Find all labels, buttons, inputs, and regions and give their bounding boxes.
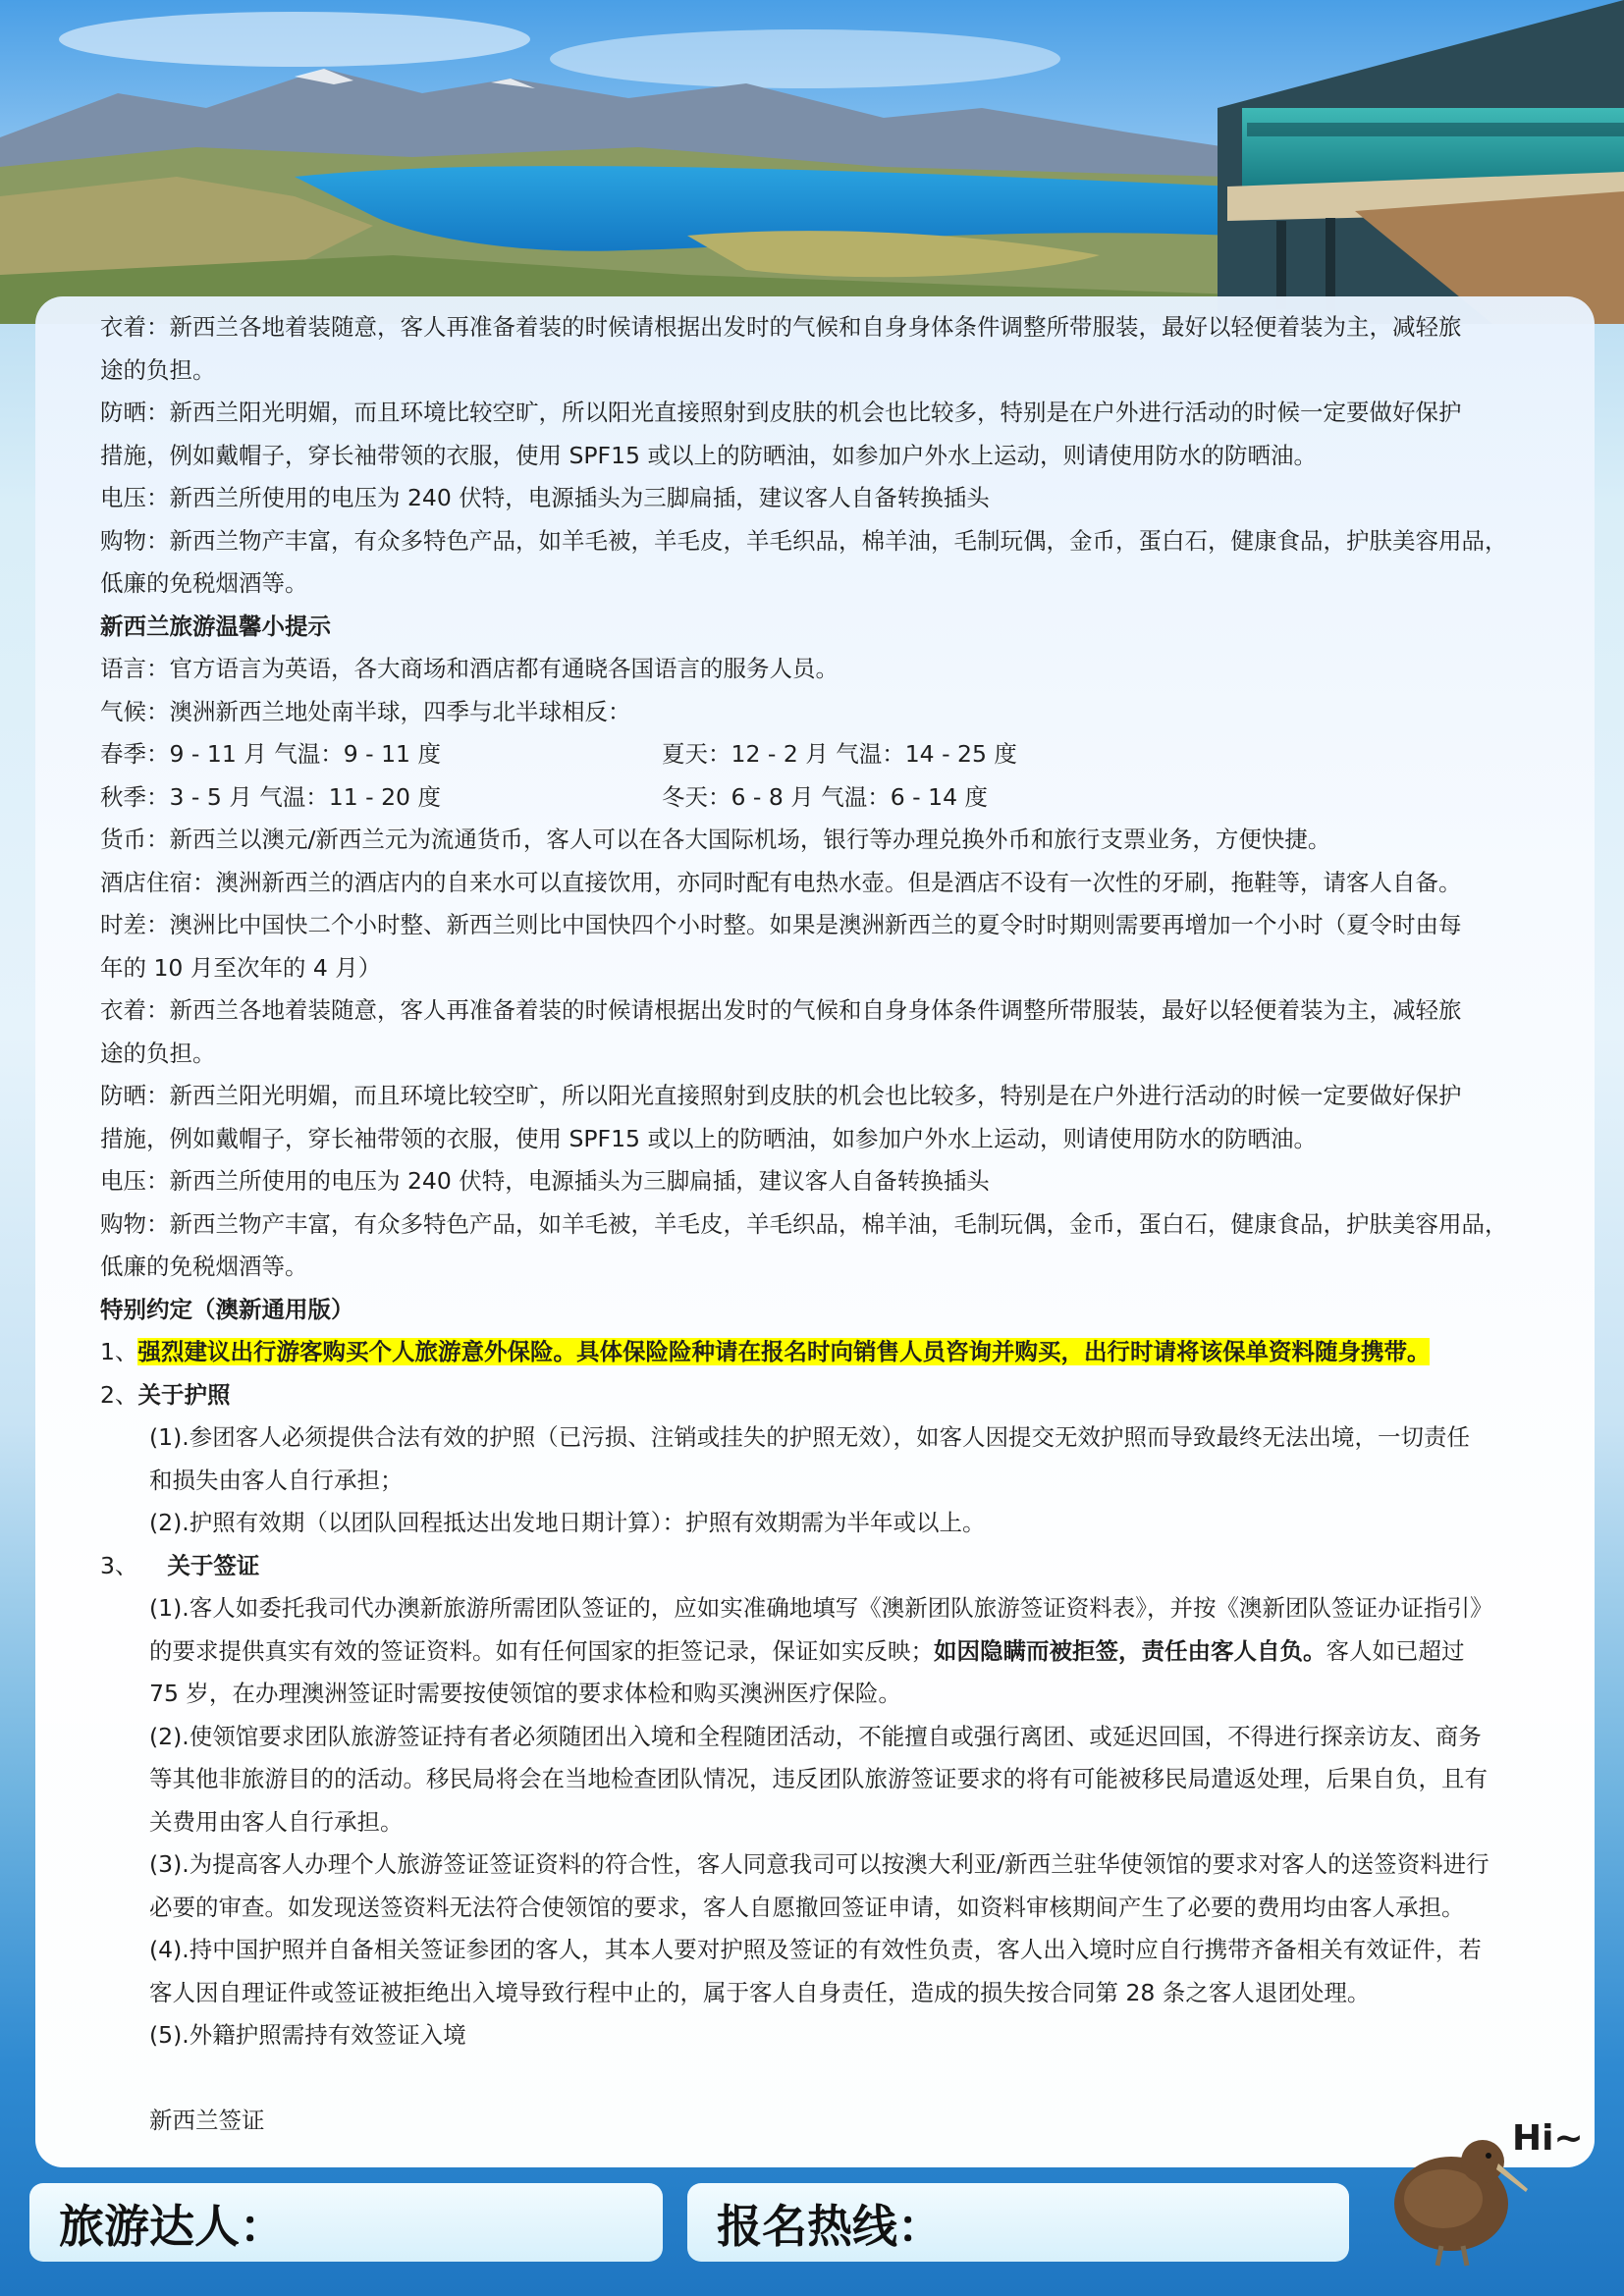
shopping-line-2b: 低廉的免税烟酒等。 [100,1253,308,1280]
item-3-title: 关于签证 [167,1551,260,1579]
timezone-line-1: 时差：澳洲比中国快二个小时整、新西兰则比中国快四个小时整。如果是澳洲新西兰的夏令时时期则需要再增加一个小时（夏令时由每 [100,911,1462,938]
hotel-line: 酒店住宿：澳洲新西兰的酒店内的自来水可以直接饮用，亦同时配有电热水壶。但是酒店不设有一次性的牙刷，拖鞋等，请客人自备。 [100,868,1462,896]
item-2-number: 2、 [100,1380,138,1409]
visa-line-6: 关费用由客人自行承担。 [149,1807,404,1836]
shopping-line-1b: 购物：新西兰物产丰富，有众多特色产品，如羊毛被，羊毛皮，羊毛织品，棉羊油，毛制玩偶，金币，蛋白石，健康食品，护肤美容用品， [100,1209,1508,1238]
season-row-2 [100,776,1563,820]
winter-text: 冬天：6 - 8 月 气温：6 - 14 度 [662,782,989,811]
landscape-image [0,0,1624,324]
autumn-text: 秋季：3 - 5 月 气温：11 - 20 度 [100,782,441,811]
clothing-line-2b: 途的负担。 [100,1039,216,1067]
shopping-line-1: 购物：新西兰物产丰富，有众多特色产品，如羊毛被，羊毛皮，羊毛织品，棉羊油，毛制玩偶，金币，蛋白石，健康食品，护肤美容用品， [100,526,1508,555]
visa-line-5: 等其他非旅游目的的活动。移民局将会在当地检查团队情况，违反团队旅游签证要求的将有可能被移民局遣返处理，后果自负，且有 [149,1765,1488,1792]
special-heading: 特别约定（澳新通用版） [100,1295,354,1323]
spring-text: 春季：9 - 11 月 气温：9 - 11 度 [100,740,441,768]
travel-expert-label: 旅游达人： [59,2200,285,2253]
summer-text: 夏天：12 - 2 月 气温：14 - 25 度 [662,740,1017,768]
clothing-line-1b: 衣着：新西兰各地着装随意，客人再准备着装的时候请根据出发时的气候和自身身体条件调整所带服装，最好以轻便着装为主，减轻旅 [100,996,1462,1024]
item-3-number: 3、 [100,1551,138,1579]
sunscreen-line-1b: 防晒：新西兰阳光明媚，而且环境比较空旷，所以阳光直接照射到皮肤的机会也比较多，特别是在户外进行活动的时候一定要做好保护 [100,1082,1462,1109]
insurance-highlight: 强烈建议出行游客购买个人旅游意外保险。具体保险险种请在报名时向销售人员咨询并购买，出行时请将该保单资料随身携带。 [137,1338,1431,1365]
hi-greeting: Hi~ [1512,2118,1584,2159]
passport-line-3: (2).护照有效期（以团队回程抵达出发地日期计算）：护照有效期需为半年或以上。 [149,1509,986,1536]
visa-line-2-pre: 的要求提供真实有效的签证资料。如有任何国家的拒签记录，保证如实反映； [149,1636,934,1665]
top-section [100,306,1563,606]
voltage-line-b: 电压：新西兰所使用的电压为 240 伏特，电源插头为三脚扁插，建议客人自备转换插头 [100,1167,990,1195]
visa-line-2-post: 客人如已超过 [1326,1636,1465,1665]
sunscreen-line-1: 防晒：新西兰阳光明媚，而且环境比较空旷，所以阳光直接照射到皮肤的机会也比较多，特别是在户外进行活动的时候一定要做好保护 [100,399,1462,426]
clothing-line-1: 衣着：新西兰各地着装随意，客人再准备着装的时候请根据出发时的气候和自身身体条件调整所带服装，最好以轻便着装为主，减轻旅 [100,313,1462,341]
visa-line-1: (1).客人如委托我司代办澳新旅游所需团队签证的，应如实准确地填写《澳新团队旅游签证资料表》，并按《澳新团队签证办证指引》 [149,1594,1493,1622]
travel-expert-box [29,2183,663,2262]
visa-line-4: (2).使领馆要求团队旅游签证持有者必须随团出入境和全程随团活动，不能擅自或强行离团、或延迟回国，不得进行探亲访友、商务 [149,1722,1482,1750]
sunscreen-line-2: 措施，例如戴帽子，穿长袖带领的衣服，使用 SPF15 或以上的防晒油，如参加户外水上运动，则请使用防水的防晒油。 [100,441,1317,469]
language-line: 语言：官方语言为英语，各大商场和酒店都有通晓各国语言的服务人员。 [100,655,839,682]
voltage-line: 电压：新西兰所使用的电压为 240 伏特，电源插头为三脚扁插，建议客人自备转换插头 [100,484,990,511]
item-3-heading [100,1545,1563,1588]
hero-banner [0,0,1624,324]
currency-line: 货币：新西兰以澳元/新西兰元为流通货币，客人可以在各大国际机场，银行等办理兑换外币和旅行支票业务，方便快捷。 [100,826,1331,853]
item-2-heading [100,1374,1563,1417]
visa-line-3: 75 岁，在办理澳洲签证时需要按使领馆的要求体检和购买澳洲医疗保险。 [149,1680,901,1707]
repeat-section [100,989,1563,1289]
climate-line: 气候：澳洲新西兰地处南半球，四季与北半球相反： [100,697,631,725]
article-body [100,306,1563,2143]
kiwi-bird-icon [1373,2101,1530,2268]
hotline-box [687,2183,1349,2262]
item-1 [100,1331,1563,1374]
visa-line-2 [100,1630,1563,1674]
sunscreen-line-2b: 措施，例如戴帽子，穿长袖带领的衣服，使用 SPF15 或以上的防晒油，如参加户外水上运动，则请使用防水的防晒油。 [100,1124,1317,1152]
signature: 新西兰签证 [149,2107,265,2134]
visa-line-8: 必要的审查。如发现送签资料无法符合使领馆的要求，客人自愿撤回签证申请，如资料审核期间产生了必要的费用均由客人承担。 [149,1893,1465,1921]
passport-line-1: (1).参团客人必须提供合法有效的护照（已污损、注销或挂失的护照无效），如客人因提交无效护照而导致最终无法出境，一切责任 [149,1423,1471,1451]
item-1-number: 1、 [100,1338,138,1365]
visa-line-2-bold: 如因隐瞒而被拒签，责任由客人自负。 [934,1636,1326,1665]
timezone-line-2: 年的 10 月至次年的 4 月） [100,953,382,982]
season-row-1 [100,733,1563,776]
visa-line-10: 客人因自理证件或签证被拒绝出入境导致行程中止的，属于客人自身责任，造成的损失按合同第 28 条之客人退团处理。 [149,1978,1371,2006]
visa-line-11: (5).外籍护照需持有效签证入境 [149,2021,466,2049]
passport-line-2: 和损失由客人自行承担； [149,1466,404,1494]
visa-line-7: (3).为提高客人办理个人旅游签证签证资料的符合性，客人同意我司可以按澳大利亚/新西兰驻华使领馆的要求对客人的送签资料进行 [149,1850,1489,1878]
clothing-line-2: 途的负担。 [100,355,216,384]
shopping-line-2: 低廉的免税烟酒等。 [100,569,308,597]
tips-heading: 新西兰旅游温馨小提示 [100,612,331,640]
item-2-title: 关于护照 [137,1380,231,1409]
hotline-label: 报名热线： [717,2200,943,2253]
visa-line-9: (4).持中国护照并自备相关签证参团的客人，其本人要对护照及签证的有效性负责，客人出入境时应自行携带齐备相关有效证件，若 [149,1936,1482,1963]
